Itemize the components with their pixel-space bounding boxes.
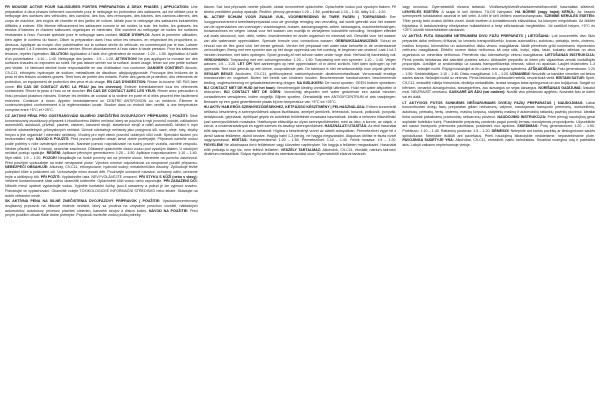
instruction-label: EN CAS DE CONTACT AVEC LES YEUX: [86,89,157,94]
section-body: vagy orvoshoz. Gyermekektől elzárva tartandó. Védőkesztyű/védőruha/szemvédő/arcvédő használata kötelező. [402,5,596,9]
instruction-label: BĪSTAMI SATUR: [556,76,585,81]
instruction-label: SASKARĒ AR ĀDU (vai matiem): [449,90,506,95]
instruction-label: HÍGÍTÁS: [231,138,248,143]
instruction-label: SZEMBE KERÜLÉS ESETÉN: [544,14,595,19]
instruction-text: Novilkt visu piesārņoto apģērbu. Noskalot ādu ar ūdeni vai iet dušā. [402,90,596,100]
instruction-label: MODE D'EMPLOI: [119,33,151,38]
label-section [5,5,198,113]
instruction-label: BIJ CONTACT MET DE HUID (of het haar): [203,85,276,90]
instruction-text: Voorzichtig afspoelen met water gedurende een aantal minuten; contactlenzen verwijderen, indien mogelijk. Blijven spoelen. Onmiddellijk een ANTIGIFCENTRUM of arts raadplegen. Bewaren op een goed geventileerde plaats bij een temperatuur van +5°C tot +25°C. [203,90,397,104]
label-section [204,5,397,14]
instruction-label: FIGYELEM! [203,142,224,147]
instruction-label: POZOR! [42,156,57,160]
section-title: LT AKTYVIOS PUTOS SUNKIEMS NEŠVARUMAMS DVIEJŲ FAZIŲ PREPARATAS | NAUDOJIMAS: [402,100,584,105]
instruction-text: Alcoholen, C9-C11, geëthoxyleerd; natriumhydroxide; dinatriummetasilicaat. Veroorzaakt ernstige brandwonden en oogletsel. Buiten het bereik van kinderen houden. Beschermende handschoenen, beschermende kleding, oogbescherming en gelaatsbescherming dragen. [203,71,397,85]
instruction-text: Toepassing met een schuimgenerator: 1:20 – 1:50. Toepassing met een sproeier: 1:10 – 1:40. Velgen wassen: 1:5 – 1:20. [203,57,397,67]
text-column-2 [204,4,397,412]
instruction-text: Izskalot muti. NEIZRAISĪT vemšanu. [402,85,596,95]
section-title: HU AKTÍV HAB ERŐS SZENNYEZŐDÉSEKHEZ, KÉTFÁZISÚ KÉSZÍTMÉNY | FELHASZNÁLÁSA: [203,105,366,110]
instruction-label: PŘI POŽITÍ: [40,174,61,179]
instruction-label: DILUTION: [50,51,69,56]
section-title: SK AKTÍVNA PENA NA SILNÉ ZNEČISTENIA DVOJFÁZOVÝ PRÍPRAVOK | POUŽITIE: [5,199,161,204]
instruction-label: NEBEZPEČÍ OBSAHUJE: [5,165,49,170]
instruction-text: Putų generatoriumi: 1:20 – 1:50. Purkštuvu: 1:10 – 1:40. Ratlankių plovimas: 1:5 – 1:20. [402,124,595,133]
instruction-label: ATTENTION! [115,56,137,61]
label-section [5,114,198,198]
instruction-label: SKIEDIMAS: [517,124,539,129]
instruction-label: LENYELÉS ESETÉN: [402,9,440,14]
instruction-label: HASZNÁLATI UTASÍTÁS: [324,124,368,129]
instruction-text: Application à l'aide d'un générateur de mousse : 1:20 – 1:50. Application à l'aide d'un pulvérisateur : 1:10 – 1:40. Nettoyage des jantes : 1:5 – 1:20. [5,51,198,61]
instruction-label: LET OP! [237,62,253,67]
instruction-text: Alkoholok, C9-C11, etoxilált; nátrium-hidroxid; dinátrium-metaszilikát. Súlyos égési sérülést és szemkárosodást okoz. Gyermekektől elzárva tartandó. [203,147,397,157]
instruction-label: DANGER CONTIENT: [147,65,184,70]
instruction-label: ATŠĶAIDĪŠANA: [528,66,557,71]
instruction-label: PŘI STYKU S KŮŽÍ (nebo s vlasy): [138,174,198,179]
instruction-label: NA INSLIKKEN: [296,81,324,85]
instruction-text: Prieš pirmąjį naudojimą gerai suplakite buteliuko turinį. Praskieskite preparatą vandeniu pagal poreikį žemiau nurodytomis proporcijomis. Užpurkškite ant sauso transporto priemonės paviršiaus, pradedant nuo apačios. [402,114,596,129]
instruction-text: Neaplikujte na horké povrchy ani na přímém slunci. Nenechte na povrchu zaschnout. Před použitím vyzkoušejte na malé nenápadné ploše. Výrobce nenese odpovědnost za nesprávné použití přípravku. [5,156,198,165]
instruction-label: NORĪŠANAS GADĪJUMĀ: [538,85,582,90]
instruction-text: Rincer la bouche. NE PAS faire vomir. [5,80,198,89]
instruction-text: Putu ģeneratoram: 1:20 – 1:50. Smidzinātājam: 1:10 – 1:40. Disku mazgāšanai: 1:5 – 1:20. [402,66,595,76]
instruction-text: Několik minut opatrně vyplachujte vodou. Vyjměte kontaktní čočky, jsou-li nasazeny a pokud je lze vyjmout snadno. Pokračujte ve vyplachování. Okamžitě volejte TOXIKOLOGICKÉ INFORMAČNÍ STŘEDISKO nebo lékaře. Skladujte na dobře větraném místě. [5,184,198,198]
instruction-text: Enlever immédiatement tous les vêtements contaminés. Rincer la peau à l'eau ou se doucher. [5,84,198,94]
instruction-label: DĖMESIO! [491,128,510,133]
section-title: LV AKTĪVĀ PUTA SMAGIEM NETĪRUMIEM DIVU FĀŽU PREPARĀTS | LIETOŠANA: [402,34,550,39]
instruction-text: Pirms pirmās lietošanas labi sakratiet pudeles saturu. Atšķaidiet preparātu ar ūdeni pēc vajadzības zemāk norādītajās proporcijās. Uzklājiet ar smidzinātāju uz sausas transportlīdzekļa virsmas, sākot no apakšas. Ļaujiet iedarboties 1-3 minūtes, neļaujiet nožūt. Rūpīgi noskalojiet ar tīru ūdeni zem augsta spiediena. [402,57,596,71]
instruction-label: ŘEDĚNÍ: [46,151,62,156]
instruction-text: Před prvním použitím obsah lahve dobře protřepejte. Přípravek nařeďte vodou podle potřeby v níže uvedených poměrech. Naneste pomocí rozprašovače na suchý povrch vozidla, začněte zespodu. Nechte působit 1 až 3 minuty, nenechte zaschnout. Důkladně opláchněte čistou vodou pod vysokým tlakem. U odolných nečistot postup opakujte. [5,137,198,156]
instruction-label: NAUDOJIMO INSTRUKCIJA: [497,114,547,119]
instruction-text: Alkoholiai, C9-C11, etoksilinti; natrio hidroksidas. Smarkiai nudegina odą ir pažeidžia akis. Laikyti vaikams neprieinamoje vietoje. [402,138,596,147]
instruction-label: EN CAS D'INGESTION: [106,80,147,84]
instruction-label: GEVAAR BEVAT: [203,71,234,76]
section-body: Silně koncentrovaný dvoufázový přípravek k hloubkovému čištění nečistot, který se používá k mytí povrchů vozidel, nákladních automobilů, autobusů, přívěsů, plachet, cisteren, karoserií strojů, stavebních strojů a ráfků automobilů. Ideální k mytí obtížně odstranitelných průmyslových nečistot. Účinně odstraňuje nečistoty jako posypová sůl, saze, oleje, tuky, zbytky hmyzu a jiné organické i minerální nečistoty. Vhodný pro mytí všech povrchů odolných vůči vodě. Speciální složení pro bezkontaktní mytí. [5,113,198,142]
section-body: tiskom. Sat, ked přípravek nechte působit, oblast rovnoměrně opláchněte. Opláchněte vodou pod vysokým tlakem. Při silném znečištění postup opakujte. Ředění: pěnový generátor 1:20 – 1:50, postřikovač 1:10 – 1:40, ráfky 1:5 – 1:20. [203,5,397,14]
label-section [402,101,595,148]
instruction-text: De mond spoelen. GEEN braken opwekken. [324,81,397,85]
instruction-text: Alcools, C9-C11, éthoxylés; hydroxyde de sodium; métasilicate de disodium; alkylpolyglycoside. Provoque des brûlures de la peau et des lésions oculaires graves. Tenir hors de portée des enfants. Porter des gants de protection, des vêtements de protection, un équipement de protection des yeux et du visage. [5,65,198,84]
instruction-label: VESZÉLY TARTALMAZ: [280,147,322,152]
instruction-text: Spirti, C9-C11, etoksilēti; nātrija hidroksīds; dinātrija metasilikāts. Izraisa smagus ādas apdegumus un acu bojājumus. Sargāt no bērniem. Izmantot aizsargcimdus, aizsargdrēbes, acu aizsargus un sejas aizsargus. [402,76,596,90]
instruction-text: A szájat ki kell öblíteni. TILOS hánytatni. [441,9,514,14]
instruction-text: Avant la première utilisation, bien agiter le contenu du flacon. Diluer la préparation dans l'eau selon les besoins, en respectant les proportions ci-dessous. Appliquer au moyen d'un pulvérisateur sur la surface sèche du véhicule, en commençant par le bas. Laisser agir pendant 1 à 3 minutes sans laisser sécher. Rincer abondamment à l'eau claire à haute pression. Pour les salissures tenaces, répéter l'opération. [5,33,198,56]
instruction-label: PŘI ZASAŽENÍ OČÍ: [163,179,198,184]
instruction-label: GEBRUIKSAANWIJZING: [335,38,379,43]
instruction-label: PAVOJINGA SUDĖTYJE YRA: [402,138,454,143]
section-body: Labai koncentruotas dviejų fazių preparatas giliam nešvarumų valymui, naudojamas transporto priemonių, sunkvežimių, autobusų, priekabų, tentų, cisternų, mašinų korpusų, statybinių mašinų ir automobilių ratlankių paviršių plovimui. Idealiai tinka sunkiai pašalinamų pramoninių nešvarumų plovimui. [402,100,596,119]
section-body: Erősen koncentrált kétfázisú készítmény a szennyeződések alapos tisztítására, amelyet járművek, teherautók, buszok, pótkocsik, ponyvák, tartálykocsik, gépházak, építőipari gépek és autófelnik felületeinek mosására használnak. Ideális a nehezen eltávolítható ipari szennyeződések mosására. Hatékonyan eltávolítja az olyan szennyeződéseket, mint az útsó, a korom, az olajok, a zsírok, a rovarmaradványok és egyéb szerves és ásványi szennyeződések. [203,105,397,129]
text-column-3 [402,4,595,412]
section-title: NL ACTIEF SCHUIM VOOR ZWAAR VUIL, VOORBEREIDING IN TWEE FASEN | TOEPASSING: [203,15,387,20]
instruction-text: Vypláchněte ústa. NEVYVOLÁVEJTE zvracení. [61,174,138,179]
text-column-1 [5,4,198,412]
section-body: Une préparation à deux phases fortement concentrée pour le nettoyage en profondeur des salissures, qui est utilisée pour le nettoyage des surfaces des véhicules, des camions, des bus, des remorques, des bâches, des camions-citernes, des corps de machine, des engins de chantier et des jantes de voiture. Idéale pour le nettoyage des salissures industrielles difficiles à enlever. Elle élimine efficacement les salissures comme le sel routier, la suie, les huiles, les graisses, les résidus d'insectes et d'autres salissures organiques et minérales. Elle convient au nettoyage de toutes les surfaces résistantes à l'eau. Formule spéciale pour le nettoyage sans contact. [5,5,198,38]
instruction-text: Verontreinigde kleding onmiddellijk uittrekken. Huid met water afspoelen of afdouchen. [203,85,397,95]
section-title: CZ AKTIVNÍ PĚNA PRO ODSTRAŇOVÁNÍ SILNÉHO ZNEČIŠTĚNÍ DVOUFÁZOVÝ PŘÍPRAVEK | POUŽITÍ: [5,113,188,118]
section-body: Vysokokoncentrovaný dvojfázový prípravok na hĺbkové čistenie nečistôt, ktorý sa používa na umývanie povrchov vozidiel, nákladných automobilov, autobusov, prívesov, plachiet, cisterien, karosérií strojov a diskov kolies. [5,199,198,213]
instruction-label: NÁVOD K POUŽITÍ: [35,137,70,142]
text-columns [5,4,595,412]
instruction-text: Neuzklāt uz karstām virsmām vai tiešos saules staros. Neļaujiet nožūt uz virsmas. Pirms lietošanas pārbaudiet nelielā, neuzkrītošā vietā. [402,71,596,81]
label-section [5,199,198,218]
instruction-text: Rincer avec précaution à l'eau pendant plusieurs minutes. Enlever les lentilles de contact si la victime en porte et si elles peuvent être facilement enlevées. Continuer à rincer. Appeler immédiatement un CENTRE ANTIPOISON ou un médecin. Éliminer le contenu/récipient conformément à la réglementation locale. Stocker dans un endroit bien ventilé, à une température comprise entre +5°C et +25°C. [5,89,198,113]
instruction-label: LIETOŠANAS INSTRUKCIJA: [544,52,595,57]
label-section [402,5,595,33]
instruction-label: EN CAS DE CONTACT AVEC LA PEAU (ou les cheveux): [16,84,123,89]
label-section [402,34,595,100]
instruction-label: HA BŐRRE (vagy hajra) KERÜL: [515,9,576,14]
instruction-text: Ne alkalmazza forró felületeken vagy közvetlen napfényben. Ne hagyja a felületen megszáradni. Használat előtt próbálja ki egy kis, nem feltűnő felületen. [203,142,397,152]
instruction-label: VERDUNNING: [203,57,230,62]
label-section [204,105,397,157]
section-title: FR MOUSSE ACTIVE POUR SALISSURES FORTES PRÉPARATION À DEUX PHASES | APPLICATION: [5,5,189,9]
instruction-text: Habgenerátorral: 1:20 – 1:50. Permetezővel: 1:10 – 1:40. Felnik mosása: 1:5 – 1:20. [249,138,397,143]
label-section [204,15,397,104]
instruction-text: Niet aanbrengen op hete oppervlakken of in direct zonlicht. Niet laten opdrogen op het oppervlak. Test vóór gebruik op een kleine, onopvallende plek. De fabrikant is niet verantwoordelijk voor onjuist gebruik. [203,62,397,71]
instruction-text: Az összes szennyezett ruhadarabot azonnal le kell vetni. A bőrt le kell öblíteni vízzel/zuhanyozás. [402,9,596,19]
instruction-label: UZMANĪBU! [510,71,531,76]
section-body: Een hooggeconcentreerd tweefasenpreparaat voor de grondige reiniging van vervuiling, dat wordt gebruikt voor het wassen van de oppervlakken van voertuigen, vrachtwagens, bussen, aanhangwagens, zeilen, tankwagens, machinebehuizingen, bouwmachines en velgen. Ideaal voor het wassen van moeilijk te verwijderen industriële vervuiling. Verwijdert effectief vuil zoals strooizout, roet, oliën, vetten, insectenresten en ander organisch en mineraal vuil. Geschikt voor het wassen van alle watervaste oppervlakken. Speciale formule voor contactloos wassen. [203,15,397,43]
instruction-label: BIJ CONTACT MET DE OGEN: [224,90,282,95]
instruction-text: Több percig tartó óvatos öblítés vízzel. Adott esetben a kontaktlencsék eltávolítása, ha könnyen megoldható. Az öblítés folytatása. A tartalom/edény elhelyezése hulladékként a helyi előírásoknak megfelelően. Jól szellőző helyen, +5°C és +25°C közötti hőmérsékleten tárolandó. [402,19,596,33]
instruction-text: Alkoholy, C9-C11, ethoxylované; hydroxid sodný; metakřemičitan disodný. Způsobuje těžké poleptání kůže a poškození očí. Uchovávejte mimo dosah dětí. Používejte ochranné rukavice, ochranný oděv, ochranné brýle a obličejový štít. [5,165,198,179]
instruction-text: Az első használat előtt alaposan rázza fel a palack tartalmát. Hígítsa a készítményt vízzel az alábbi arányokban. Permetezővel vigye fel a jármű száraz felületére, alulról kezdve. Hagyja hatni 1-3 percig, ne hagyja megszáradni. Alaposan öblítse le tiszta vízzel nagynyomással. [203,124,397,143]
section-body: Ļoti koncentrēts divu fāžu preparāts dziļai netīrumu tīrīšanai, ko izmanto transportlīdzekļu, kravas automašīnu, autobusu, piekabju, tentu, cisternu, mašīnu korpusu, būvmašīnu un automašīnu disku virsmu mazgāšanai. Ideāli piemērots grūti noņemamu rūpniecisko netīrumu mazgāšanai. Efektīvi noņem tādus netīrumus kā ceļa sāls, kvēpi, eļļas, tauki, kukaiņu atliekas un citus organiskos un minerālos netīrumus. Piemērots visu ūdensizturīgo virsmu mazgāšanai. [402,34,596,57]
instruction-text: Veškeré kontaminované části oděvu okamžitě svlékněte. Opláchněte kůži vodou nebo osprchujte. [5,179,163,184]
instruction-text: Ne pas appliquer la mousse sur des surfaces chaudes ou exposées au soleil. Ne pas laisser sécher sur la surface. Avant usage, tester sur une petite surface peu visible. Le fabricant décline toute responsabilité en cas d'utilisation non conforme. [5,56,198,70]
instruction-label: NÁVOD NA POUŽITIE: [148,208,189,213]
instruction-text: Pred prvým použitím obsah fľaše dobre pretrepte. Prípravok rozrieďte vodou podľa potreby. [5,208,198,218]
instruction-text: Schud de inhoud van de fles goed vóór het eerste gebruik. Verdun het preparaat met water naar behoefte in de onderstaande verhoudingen. Breng met een sproeier aan op het droge oppervlak van het voertuig, te beginnen van onderaf. Laat 1 tot 3 minuten inwerken, niet laten opdrogen. Spoel grondig af met schoon water onder hoge druk. Herhaal bij hardnekkig vuil. [203,38,397,57]
instruction-text: Netepkite ant karštų paviršių ar tiesioginiuose saulės spinduliuose. Neleiskite išdžiūti ant paviršiaus. Prieš naudojimą išbandykite nedideliame, nepastebimame plote. [402,128,596,138]
instruction-text: Aplikace pěnovým generátorem: 1:20 – 1:50. Aplikace rozprašovačem: 1:10 – 1:40. Mytí ráfků: 1:5 – 1:20. [5,151,198,160]
